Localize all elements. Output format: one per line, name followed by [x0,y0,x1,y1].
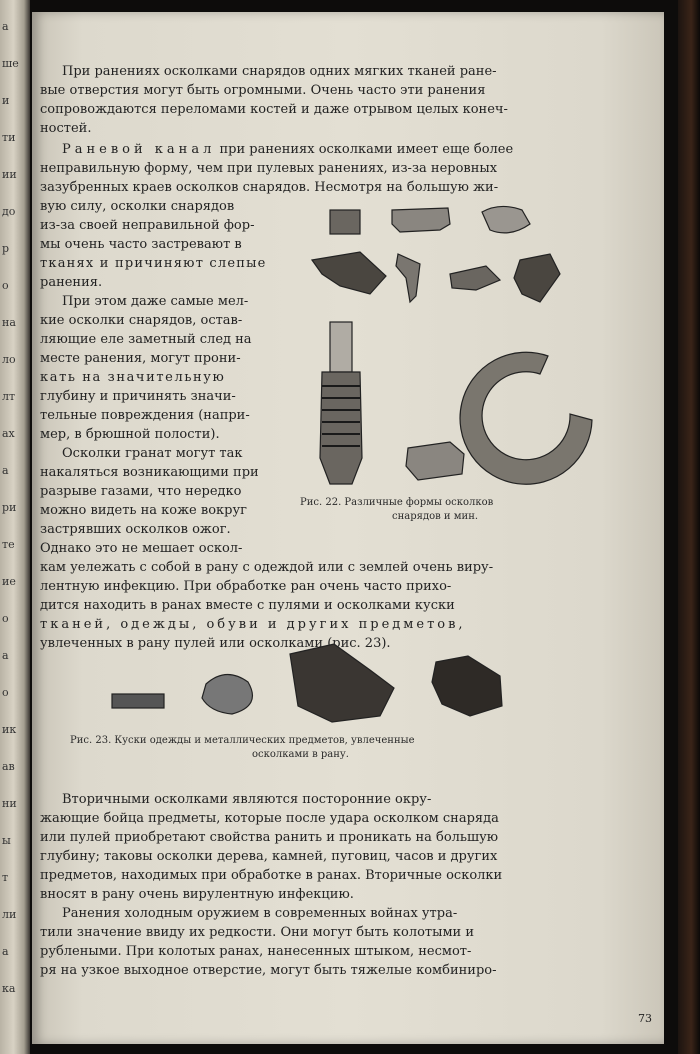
book-cover-edge [678,0,700,1054]
spine-text-fragment: и [2,94,10,107]
spine-text-fragment: ка [2,982,16,995]
spine-text-fragment: а [2,464,9,477]
text-line: сопровождаются переломами костей и даже отрывом целых конеч- [40,102,508,117]
spine-text-fragment: ы [2,834,11,847]
spine-text-fragment: те [2,538,15,551]
spine-text-fragment: т [2,871,9,884]
fragment-shape [406,442,464,480]
text-line: вносят в рану очень вирулентную инфекцию. [40,887,354,902]
text-line: кие осколки снарядов, остав- [40,313,243,328]
spine-text-fragment: о [2,612,9,625]
text-line: Осколки гранат могут так [62,446,243,461]
text-line: кам уележать с собой в рану с одеждой или с землей очень виру- [40,560,494,575]
metal-piece [202,674,252,714]
caption-line: осколками в рану. [252,749,349,760]
spine-text-fragment: ли [2,908,17,921]
cloth-piece [112,694,164,708]
caption-line: Рис. 22. Различные формы осколков [300,497,494,508]
fragment-shape [312,252,386,294]
fragment-shape [514,254,560,302]
spine-text-fragment: ик [2,723,17,736]
text-line: тили значение ввиду их редкости. Они могут быть колотыми и [40,925,475,940]
text-line: дится находить в ранах вместе с пулями и осколками куски [40,598,455,613]
text-line: мы очень часто застревают в [40,237,242,252]
text-line: рублеными. При колотых ранах, нанесенных штыком, несмот- [40,944,472,959]
figure-22-fragments-illustration [300,190,596,500]
fuse-part [330,322,352,372]
spine-text-fragment: ав [2,760,15,773]
text-line: предметов, находимых при обработке в ранах. Вторичные осколки [40,868,503,883]
spine-text-fragment: ие [2,575,16,588]
text-line: накаляться возникающими при [40,465,259,480]
text-line: ностей. [40,121,92,136]
spine-text-fragment: ти [2,131,16,144]
spine-text-fragment: ше [2,57,19,70]
figure-23-objects-illustration [102,636,542,726]
text-line: ляющие еле заметный след на [40,332,252,347]
spine-text-fragment: ах [2,427,15,440]
spine-text-fragment: до [2,205,16,218]
spine-text-fragment: ии [2,168,17,181]
fragment-shape [450,266,500,290]
fragment-shape [396,254,420,302]
spine-text-fragment: р [2,242,10,255]
text-line: ранения. [40,275,103,290]
text-line: При ранениях осколками снарядов одних мягких тканей ране- [62,64,497,79]
text-line: месте ранения, могут прони- [40,351,241,366]
text-line: застрявших осколков ожог. [40,522,231,537]
cloth-piece [290,644,394,722]
text-line: или пулей приобретают свойства ранить и проникать на большую [40,830,499,845]
text-line: лентную инфекцию. При обработке ран очень часто прихо- [40,579,452,594]
spine-text-fragment: а [2,649,9,662]
spine-text-fragment: ри [2,501,17,514]
text-line: увлеченных в рану пулей или осколками (рис. 23). [40,636,391,651]
text-line: вую силу, осколки снарядов [40,199,235,214]
text-line: тканей, одежды, обуви и других предметов, [40,617,466,632]
spine-text-fragment: о [2,279,9,292]
text-line: зазубренных краев осколков снарядов. Несмотря на большую жи- [40,180,499,195]
text-line: тканях и причиняют слепые [40,256,267,271]
fuse-part [320,372,362,484]
text-line: кать на значительную [40,370,226,385]
fragment-shape [482,206,530,232]
text-line: из-за своей неправильной фор- [40,218,255,233]
text-line: Раневой канал при ранениях осколками имеет еще более [62,142,514,157]
ring-fragment [460,352,592,484]
cloth-piece [432,656,502,716]
text-line: разрыве газами, что нередко [40,484,242,499]
caption-line: снарядов и мин. [392,511,479,522]
text-line: Ранения холодным оружием в современных войнах утра- [62,906,458,921]
spaced-term: Раневой канал [62,142,216,157]
spine-text-fragment: на [2,316,16,329]
book-page [32,12,664,1044]
text-line: неправильную форму, чем при пулевых ранениях, из-за неровных [40,161,498,176]
text-line: вые отверстия могут быть огромными. Очень часто эти ранения [40,83,486,98]
text-line: Вторичными осколками являются посторонние окру- [62,792,432,807]
spine-text-fragment: о [2,686,9,699]
spine-text-fragment: ни [2,797,17,810]
text-line: жающие бойца предметы, которые после удара осколком снаряда [40,811,499,826]
adjacent-page-edge [0,0,30,1054]
text-line: При этом даже самые мел- [62,294,249,309]
spine-text-fragment: а [2,945,9,958]
text-line: Однако это не мешает оскол- [40,541,243,556]
page-number: 73 [638,1012,652,1025]
text-line: глубину; таковы осколки дерева, камней, пуговиц, часов и других [40,849,498,864]
text-line: тельные повреждения (напри- [40,408,250,423]
caption-line: Рис. 23. Куски одежды и металлических предметов, увлеченные [70,735,415,746]
text-line: мер, в брюшной полости). [40,427,220,442]
text-line: ря на узкое выходное отверстие, могут быть тяжелые комбиниро- [40,963,497,978]
fragment-shape [330,210,360,234]
spine-text-fragment: лт [2,390,16,403]
fragment-shape [392,208,450,232]
text-line: глубину и причинять значи- [40,389,236,404]
text-line: можно видеть на коже вокруг [40,503,247,518]
spine-text-fragment: ло [2,353,16,366]
spine-text-fragment: а [2,20,9,33]
